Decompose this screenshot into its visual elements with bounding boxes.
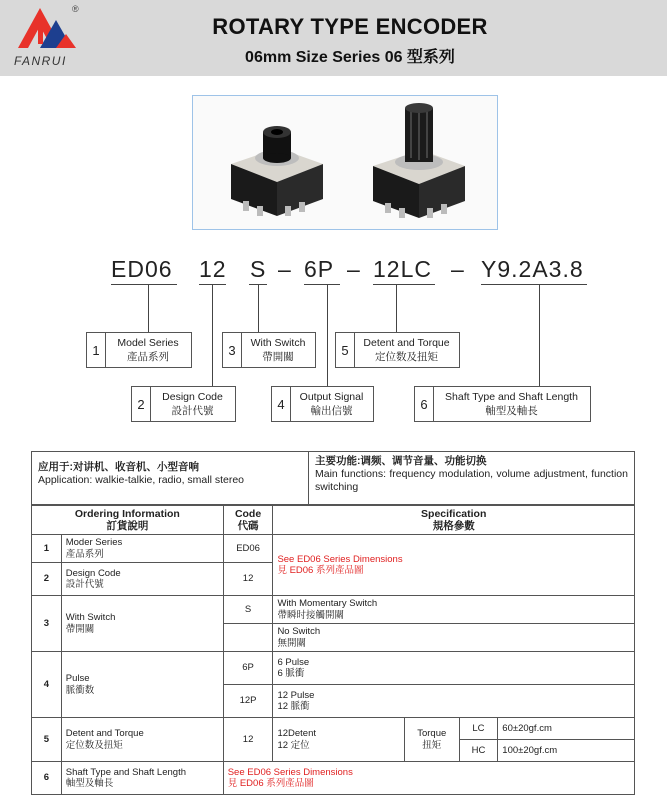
code-underline (111, 284, 177, 285)
label-model-series (86, 332, 192, 368)
code-shaft: Y9.2A3.8 (481, 256, 584, 282)
row-spec: See ED06 Series Dimensions 見 ED06 系列產品圖 (273, 535, 635, 596)
code-underline (304, 284, 340, 285)
label-zh: 帶開關 (262, 351, 294, 363)
table-row: 2 Design Code 設計代號 12 (32, 563, 635, 596)
header-ordering: Ordering Information 訂貨說明 (32, 506, 224, 535)
connector-line (327, 284, 328, 386)
registered-mark: ® (72, 4, 79, 14)
table-row: 4 Pulse 脈衝数 6P 6 Pulse 6 脈衝 (32, 652, 635, 685)
code-underline (481, 284, 587, 285)
label-en: With Switch (250, 337, 306, 349)
label-en: Model Series (117, 337, 179, 349)
application-zh: 应用于:对讲机、收音机、小型音响 (38, 461, 199, 473)
connector-line (212, 284, 213, 386)
encoder-long-shaft-image (373, 103, 465, 218)
brand-name: FANRUI (14, 54, 67, 68)
label-number: 4 (272, 387, 291, 421)
row-spec: 12Detent 12 定位 (273, 718, 404, 762)
row-spec: 6 Pulse 6 脈衝 (273, 652, 635, 685)
label-zh: 設計代號 (171, 405, 214, 417)
code-switch: S (250, 256, 267, 282)
row-info: Design Code 設計代號 (61, 563, 223, 596)
torque-label: Torque 扭矩 (404, 718, 459, 762)
label-number: 1 (87, 333, 106, 367)
label-number: 6 (415, 387, 434, 421)
row-info: With Switch 帶開關 (61, 596, 223, 652)
torque-hc-value: 100±20gf.cm (498, 740, 635, 762)
row-info: Shaft Type and Shaft Length 軸型及軸長 (61, 762, 223, 795)
row-code: 12P (223, 685, 273, 718)
label-en: Detent and Torque (363, 337, 450, 349)
row-info: Moder Series 產品系列 (61, 535, 223, 563)
label-en: Shaft Type and Shaft Length (445, 391, 578, 403)
functions-cell (309, 452, 635, 505)
label-shaft-type (414, 386, 591, 422)
page-title: ROTARY TYPE ENCODER (212, 14, 488, 39)
code-dash: – (451, 256, 465, 282)
label-en: Output Signal (299, 391, 364, 403)
code-underline (373, 284, 435, 285)
label-en: Design Code (162, 391, 223, 403)
application-table (31, 451, 635, 505)
row-code: 12 (223, 563, 273, 596)
row-code (223, 624, 273, 652)
spec-table (31, 505, 635, 795)
row-spec: 12 Pulse 12 脈衝 (273, 685, 635, 718)
code-dash: – (347, 256, 361, 282)
row-code: 6P (223, 652, 273, 685)
header-spec: Specification 規格參數 (273, 506, 635, 535)
torque-lc: LC (459, 718, 498, 740)
functions-zh: 主要功能:调频、调节音量、功能切换 (315, 455, 487, 467)
encoder-short-shaft-image (231, 126, 323, 216)
connector-line (258, 284, 259, 332)
code-design: 12 (199, 256, 227, 282)
product-photo (192, 95, 498, 230)
row-info: Detent and Torque 定位数及扭矩 (61, 718, 223, 762)
row-code: ED06 (223, 535, 273, 563)
header-code: Code 代碼 (223, 506, 273, 535)
row-code: S (223, 596, 273, 624)
label-zh: 產品系列 (127, 351, 169, 363)
torque-hc: HC (459, 740, 498, 762)
label-number: 5 (336, 333, 355, 367)
label-with-switch (222, 332, 316, 368)
label-detent-torque (335, 332, 460, 368)
label-number: 3 (223, 333, 242, 367)
code-detent: 12LC (373, 256, 432, 282)
logo-mark-icon (0, 0, 110, 60)
connector-line (148, 284, 149, 332)
table-row: 6 Shaft Type and Shaft Length 軸型及軸長 See ED06 Series Dimensions 見 ED06 系列產品圖 (32, 762, 635, 795)
row-spec: See ED06 Series Dimensions 見 ED06 系列產品圖 (223, 762, 634, 795)
row-info: Pulse 脈衝数 (61, 652, 223, 718)
row-spec: With Momentary Switch 帶瞬时接觸開關 (273, 596, 635, 624)
code-model-series: ED06 (111, 256, 173, 282)
application-cell (32, 452, 309, 505)
page-subtitle: 06mm Size Series 06 型系列 (245, 49, 455, 66)
application-en: Application: walkie-talkie, radio, small stereo (38, 474, 245, 486)
torque-lc-value: 60±20gf.cm (498, 718, 635, 740)
connector-line (396, 284, 397, 332)
row-spec: No Switch 無開關 (273, 624, 635, 652)
label-zh: 軸型及軸長 (485, 405, 538, 417)
label-output-signal (271, 386, 374, 422)
connector-line (539, 284, 540, 386)
functions-en: Main functions: frequency modulation, volume adjustment, function switching (315, 468, 628, 493)
table-row: 3 With Switch 帶開關 S With Momentary Switch 帶瞬时接觸開關 (32, 596, 635, 624)
code-output: 6P (304, 256, 335, 282)
label-zh: 輸出信號 (310, 405, 353, 417)
label-zh: 定位数及扭矩 (375, 351, 438, 363)
label-number: 2 (132, 387, 151, 421)
label-design-code (131, 386, 236, 422)
code-dash: – (278, 256, 292, 282)
table-header-row (32, 506, 635, 535)
row-code: 12 (223, 718, 273, 762)
table-row: 5 Detent and Torque 定位数及扭矩 12 12Detent 12 定位 Torque 扭矩 LC 60±20gf.cm (32, 718, 635, 740)
table-row: 1 Moder Series 產品系列 ED06 See ED06 Series Dimensions 見 ED06 系列產品圖 (32, 535, 635, 563)
